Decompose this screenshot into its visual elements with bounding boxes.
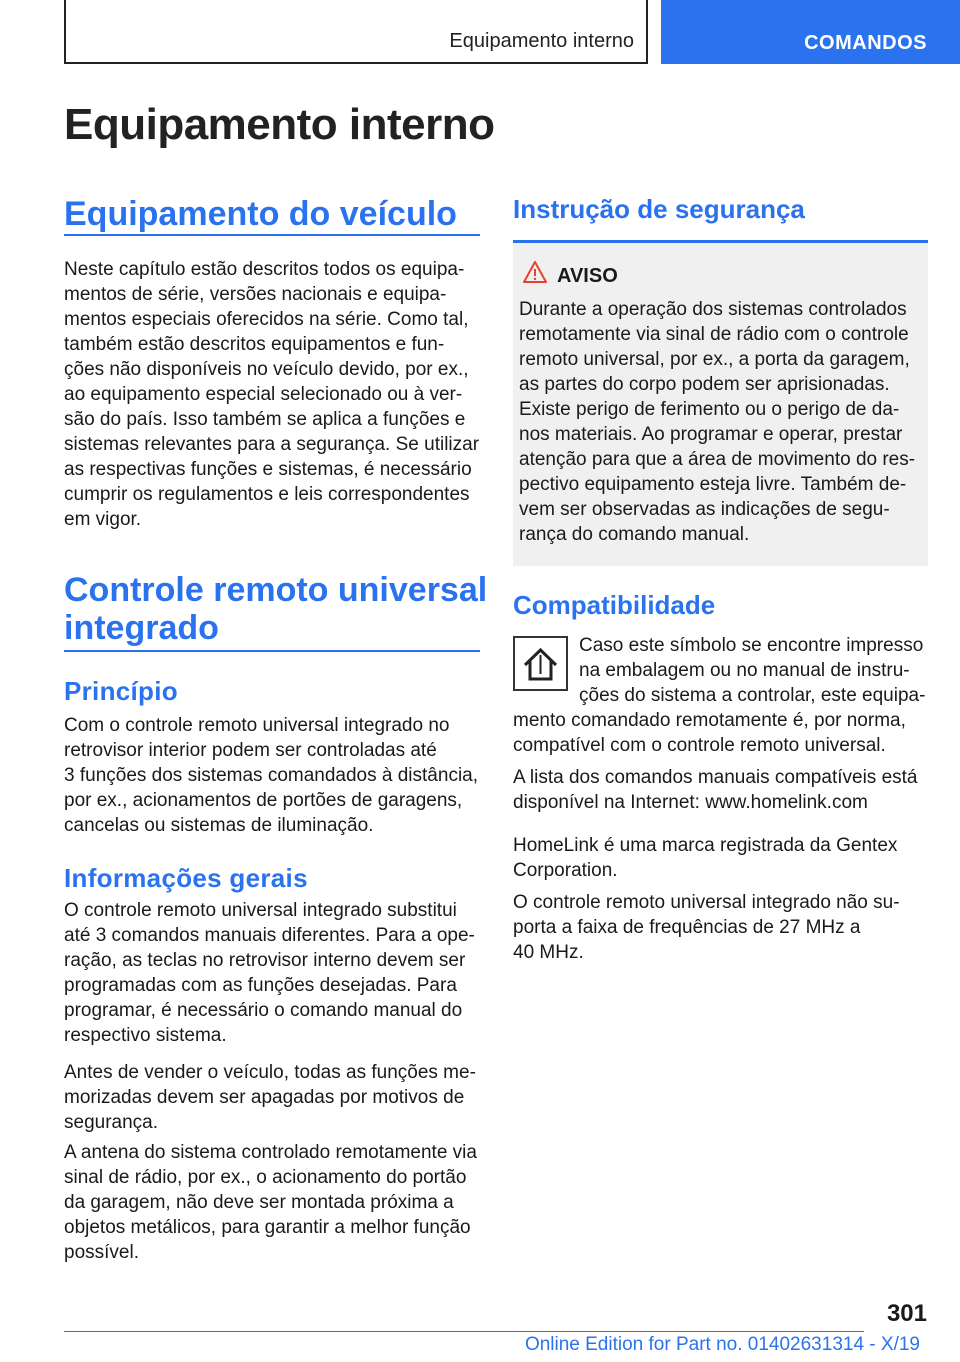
home-icon xyxy=(513,636,568,691)
heading-instrucao-seguranca: Instrução de segurança xyxy=(513,194,805,224)
paragraph-lista-comandos: A lista dos comandos manuais compatíveis está disponível na Internet: www.homelink.com xyxy=(513,767,918,813)
paragraph-informacoes-1: O controle remoto universal integrado substitui até 3 comandos manuais diferentes. Para a ope- ração, as teclas no retrovisor interno devem ser programadas com as funções desejadas. Para programar, é necessário o comando manual do respectivo sistema. xyxy=(64,900,475,1046)
paragraph-informacoes-3: A antena do sistema controlado remotamente via sinal de rádio, por ex., o acionamento do portão da garagem, não deve ser montada próxima a objetos metálicos, para garantir a melhor função possível. xyxy=(64,1142,477,1263)
heading-equipamento-veiculo: Equipamento do veículo xyxy=(64,195,457,233)
heading-informacoes-gerais: Informações gerais xyxy=(64,863,308,893)
warning-label: AVISO xyxy=(557,265,618,287)
paragraph-informacoes-2: Antes de vender o veículo, todas as funções me- morizadas devem ser apagadas por motivos de segurança. xyxy=(64,1062,476,1133)
heading-principio: Princípio xyxy=(64,676,178,706)
page-number: 301 xyxy=(886,1300,927,1327)
header-chapter-tab[interactable] xyxy=(661,0,960,64)
page-title: Equipamento interno xyxy=(64,100,495,149)
paragraph-equipamento-veiculo: Neste capítulo estão descritos todos os equipa- mentos de série, versões nacionais e equipa- mentos especiais oferecidos na série. Como tal, também estão descritos equipamentos e fun- ções não disponíveis no veículo devido, por ex., ao equipamento especial selecionado ou à ver- são do país. Isso também se aplica a funções e sistemas relevantes para a segurança. Se utilizar as respectivas funções e sistemas, é necessário cumprir os regulamentos e leis correspondentes em vigor. xyxy=(64,259,480,530)
paragraph-compat-icon: Caso este símbolo se encontre impresso na embalagem ou no manual de instru- ções do sistema a controlar, este equipa- xyxy=(579,635,926,706)
paragraph-homelink: HomeLink é uma marca registrada da Gentex Corporation. xyxy=(513,835,898,881)
heading-compatibilidade: Compatibilidade xyxy=(513,590,716,620)
header-section-title: Equipamento interno xyxy=(449,30,634,52)
heading-controle-remoto: Controle remoto universal integrado xyxy=(64,571,488,647)
heading-rule xyxy=(64,234,480,236)
warning-text: Durante a operação dos sistemas controlados remotamente via sinal de rádio com o controle remoto universal, por ex., a porta da garagem, as partes do corpo podem ser aprisionadas. Existe perigo de ferimento ou o perigo de da- nos materiais. Ao programar e operar, prestar atenção para que a área de movimento do res- pectivo equipamento esteja livre. Também de- vem ser observadas as indicações de segu- rança do comando manual. xyxy=(519,299,916,545)
paragraph-frequencias: O controle remoto universal integrado não su- porta a faixa de frequências de 27 MHz a 40 MHz. xyxy=(513,892,900,963)
footer-edition: Online Edition for Part no. 01402631314 - X/19 xyxy=(524,1334,920,1355)
header-chapter-tab-label: COMANDOS xyxy=(804,32,927,54)
header-section-box xyxy=(64,0,648,64)
paragraph-compat: mento comandado remotamente é, por norma, compatível com o controle remoto universal. xyxy=(513,710,906,756)
warning-box xyxy=(513,240,928,566)
warning-triangle-icon xyxy=(523,261,547,283)
footer-rule xyxy=(64,1331,864,1332)
paragraph-principio: Com o controle remoto universal integrado no retrovisor interior podem ser controladas até 3 funções dos sistemas comandados à distância, por ex., acionamentos de portões de garagens, cancelas ou sistemas de iluminação. xyxy=(64,715,479,836)
heading-rule xyxy=(64,650,480,652)
